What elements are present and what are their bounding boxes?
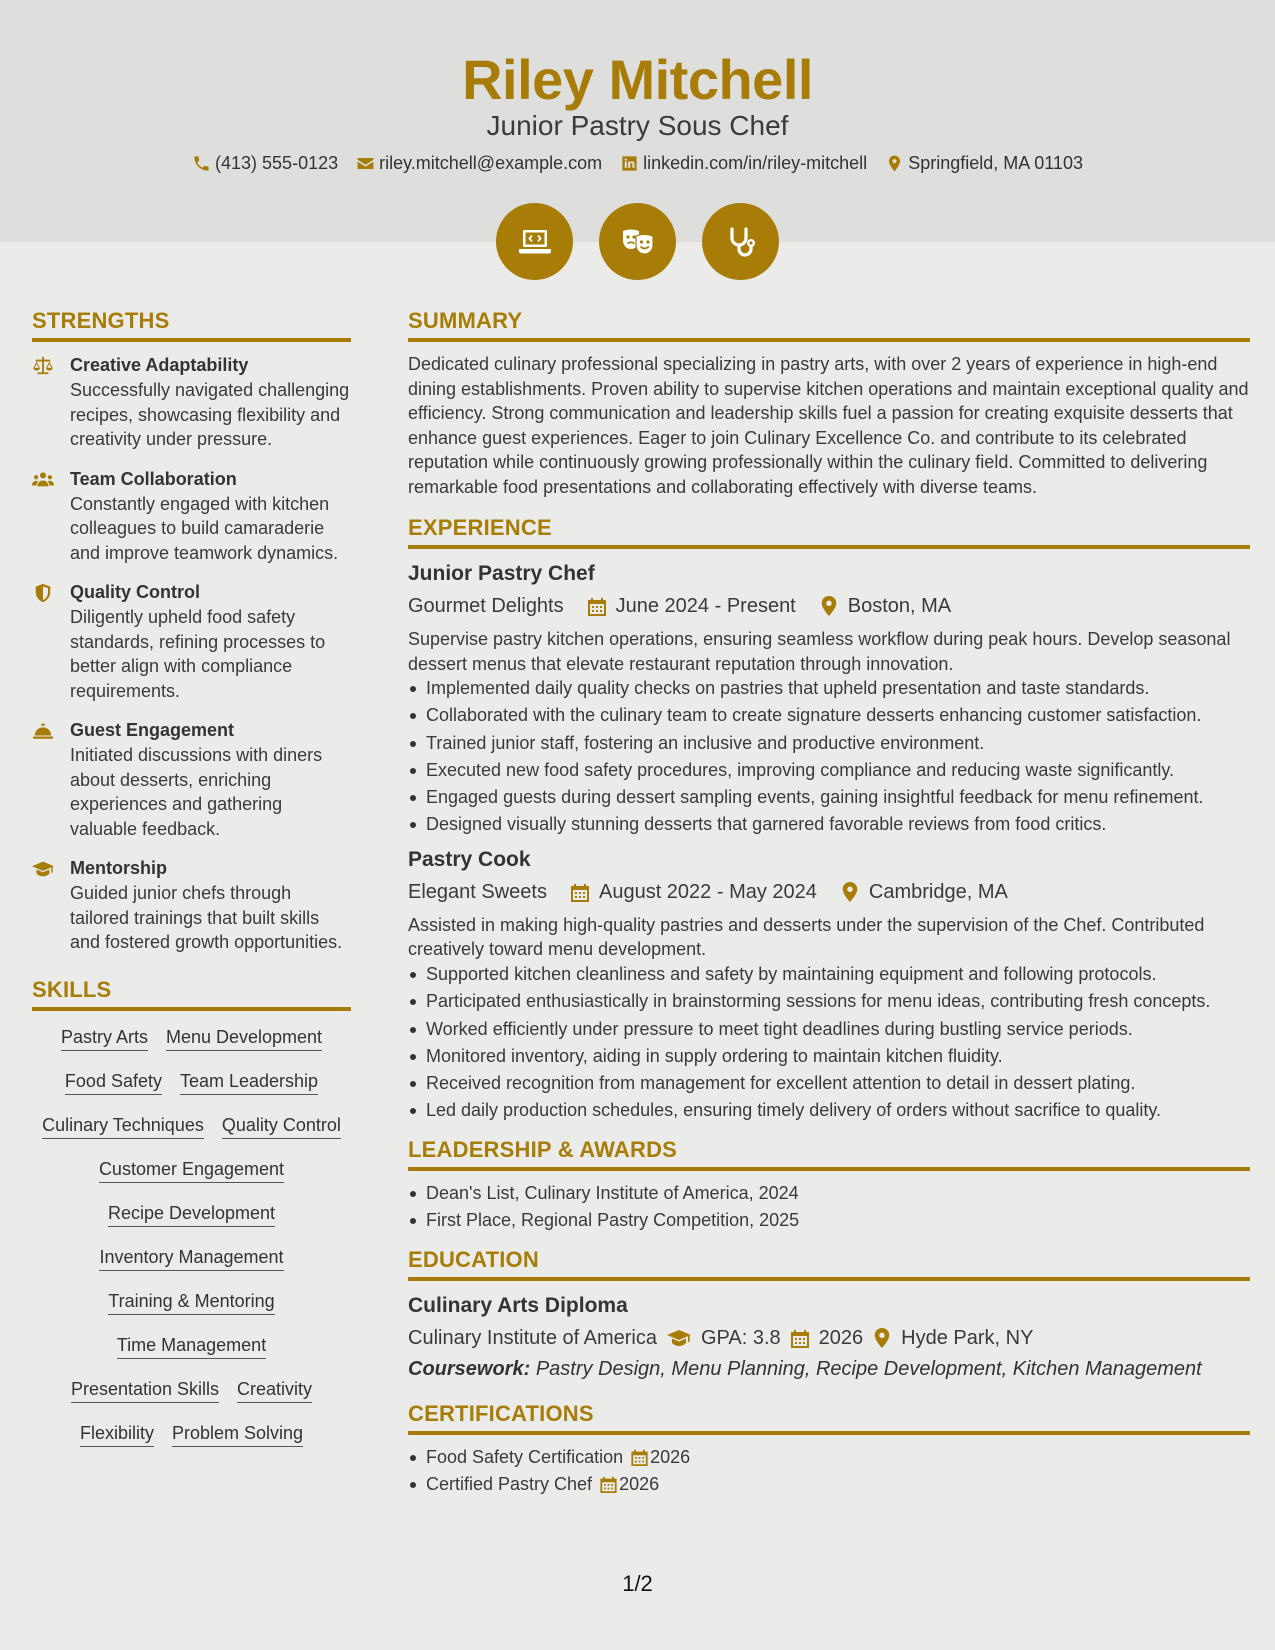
skill-tag: Culinary Techniques	[42, 1113, 204, 1139]
job-dates: June 2024 - Present	[615, 595, 796, 617]
job-company: Gourmet Delights	[408, 595, 564, 617]
job-title: Junior Pastry Chef	[408, 562, 595, 585]
list-item	[408, 1445, 1250, 1470]
users-icon	[32, 470, 54, 490]
contact-phone[interactable]	[192, 150, 338, 176]
school-name: Culinary Institute of America	[408, 1326, 657, 1349]
graduation-cap-icon	[32, 859, 54, 879]
skill-tag: Food Safety	[65, 1069, 162, 1095]
list-item: Monitored inventory, aiding in supply ordering to maintain kitchen fluidity.	[408, 1044, 1250, 1069]
shield-icon	[32, 583, 54, 603]
summary-text: Dedicated culinary professional specializing in pastry arts, with over 2 years of experience in high-end dining establishments. Proven ability to supervise kitchen operations and maintain exceptional quality and efficiency. Strong communication and leadership skills fuel a passion for creating exquisite desserts that enhance guest experiences. Eager to join Culinary Excellence Co. and contribute to its celebrated reputation while continuously growing professionally within the culinary field. Committed to delivering remarkable food presentations and collaborating effectively with diverse teams.	[408, 354, 1249, 497]
map-pin-icon	[885, 154, 904, 173]
candidate-name: Riley Mitchell	[462, 48, 813, 111]
strength-desc: Initiated discussions with diners about desserts, enriching experiences and gathering valuable feedback.	[70, 745, 323, 839]
contact-phone-text: (413) 555-0123	[215, 153, 339, 173]
concierge-bell-icon	[32, 721, 54, 741]
job-dates: August 2022 - May 2024	[598, 880, 817, 903]
strength-item	[32, 352, 351, 452]
strength-title: Team Collaboration	[70, 468, 237, 489]
degree-title: Culinary Arts Diploma	[408, 1293, 628, 1317]
contact-email[interactable]	[356, 150, 602, 176]
job-entry	[408, 845, 1250, 1123]
skills-heading: SKILLS	[32, 975, 351, 1011]
coursework-label: Coursework:	[408, 1357, 531, 1380]
graduation-cap-icon	[667, 1328, 691, 1348]
skill-tag: Customer Engagement	[99, 1157, 284, 1183]
job-meta	[408, 877, 1250, 907]
job-location: Cambridge, MA	[868, 880, 1008, 903]
calendar-icon	[600, 1475, 617, 1493]
awards-heading: LEADERSHIP & AWARDS	[408, 1135, 1250, 1171]
stethoscope-icon	[721, 222, 761, 262]
map-pin-icon	[820, 596, 838, 616]
skills-list	[32, 1021, 351, 1447]
list-item: Designed visually stunning desserts that garnered favorable reviews from food critics.	[408, 812, 1250, 837]
cert-name: Food Safety Certification	[426, 1446, 624, 1467]
contact-location-text: Springfield, MA 01103	[908, 153, 1083, 173]
list-item: Trained junior staff, fostering an inclusive and productive environment.	[408, 731, 1250, 756]
list-item: Led daily production schedules, ensuring timely delivery of orders without sacrifice to quality.	[408, 1098, 1250, 1123]
job-company: Elegant Sweets	[408, 880, 547, 903]
skill-tag: Menu Development	[166, 1025, 322, 1051]
skill-tag: Flexibility	[80, 1421, 154, 1447]
phone-icon	[192, 154, 211, 173]
strength-title: Mentorship	[70, 858, 167, 878]
list-item: Executed new food safety procedures, improving compliance and reducing waste significantly.	[408, 758, 1250, 783]
calendar-icon	[571, 882, 589, 902]
education-heading: EDUCATION	[408, 1245, 1250, 1281]
strength-title: Creative Adaptability	[70, 355, 249, 375]
contact-bar	[0, 150, 1275, 176]
skill-tag: Pastry Arts	[61, 1025, 148, 1051]
skill-tag: Team Leadership	[180, 1069, 318, 1095]
job-bullets	[408, 962, 1250, 1123]
strength-item	[32, 855, 351, 955]
strength-desc: Successfully navigated challenging recipes, showcasing flexibility and creativity under pressure.	[70, 380, 350, 449]
list-item: First Place, Regional Pastry Competition, 2025	[408, 1208, 1250, 1233]
strength-item	[32, 579, 351, 703]
cert-year: 2026	[619, 1474, 660, 1495]
badge-stethoscope	[702, 203, 779, 280]
list-item: Engaged guests during dessert sampling events, gaining insightful feedback for menu refinement.	[408, 785, 1250, 810]
skill-tag: Presentation Skills	[71, 1377, 219, 1403]
skill-tag: Recipe Development	[108, 1201, 275, 1227]
education-meta	[408, 1323, 1250, 1353]
laptop-code-icon	[515, 222, 555, 262]
strength-title: Quality Control	[70, 582, 200, 602]
skill-tag: Creativity	[237, 1377, 312, 1403]
summary-heading: SUMMARY	[408, 306, 1250, 342]
job-location: Boston, MA	[847, 595, 952, 617]
list-item: Supported kitchen cleanliness and safety by maintaining equipment and following protocols.	[408, 962, 1250, 987]
job-bullets	[408, 676, 1250, 837]
job-meta	[408, 591, 1250, 621]
certifications-list	[408, 1445, 1250, 1497]
contact-linkedin-text: linkedin.com/in/riley-mitchell	[643, 153, 868, 173]
calendar-icon	[631, 1448, 648, 1466]
icon-badges	[0, 203, 1275, 280]
calendar-icon	[791, 1328, 809, 1348]
map-pin-icon	[841, 882, 859, 902]
list-item: Participated enthusiastically in brainstorming sessions for menu ideas, contributing fresh concepts.	[408, 989, 1250, 1014]
linkedin-icon	[620, 154, 639, 173]
map-pin-icon	[873, 1328, 891, 1348]
balance-scale-icon	[32, 356, 54, 376]
list-item	[408, 1472, 1250, 1497]
contact-email-text: riley.mitchell@example.com	[379, 153, 603, 173]
list-item: Received recognition from management for excellent attention to detail in dessert plating.	[408, 1071, 1250, 1096]
list-item: Dean's List, Culinary Institute of America, 2024	[408, 1181, 1250, 1206]
strength-desc: Diligently upheld food safety standards, refining processes to better align with compliance requirements.	[70, 607, 326, 701]
gpa: GPA: 3.8	[701, 1326, 781, 1349]
left-column	[32, 306, 351, 1447]
graduation-year: 2026	[818, 1326, 864, 1349]
list-item: Collaborated with the culinary team to create signature desserts enhancing customer satisfaction.	[408, 703, 1250, 728]
skill-tag: Problem Solving	[172, 1421, 303, 1447]
skill-tag: Training & Mentoring	[108, 1289, 274, 1315]
envelope-icon	[356, 154, 375, 173]
cert-name: Certified Pastry Chef	[426, 1474, 593, 1495]
theater-masks-icon	[618, 222, 658, 262]
list-item: Implemented daily quality checks on pastries that upheld presentation and taste standards.	[408, 676, 1250, 701]
awards-list	[408, 1181, 1250, 1233]
list-item: Worked efficiently under pressure to meet tight deadlines during bustling service periods.	[408, 1017, 1250, 1042]
school-location: Hyde Park, NY	[901, 1326, 1034, 1349]
strength-desc: Guided junior chefs through tailored trainings that built skills and fostered growth opportunities.	[70, 883, 343, 952]
strength-desc: Constantly engaged with kitchen colleagues to build camaraderie and improve teamwork dynamics.	[70, 493, 339, 563]
strengths-heading: STRENGTHS	[32, 306, 351, 342]
experience-heading: EXPERIENCE	[408, 513, 1250, 549]
skill-tag: Inventory Management	[99, 1245, 283, 1271]
skill-tag: Time Management	[117, 1333, 266, 1359]
strength-item	[32, 717, 351, 841]
job-description: Supervise pastry kitchen operations, ensuring seamless workflow during peak hours. Develop seasonal dessert menus that elevate restaurant reputation through innovation.	[408, 629, 1231, 674]
contact-location	[885, 150, 1083, 176]
strength-item	[32, 466, 351, 566]
right-column	[408, 306, 1250, 1499]
candidate-title: Junior Pastry Sous Chef	[486, 110, 789, 141]
badge-laptop	[496, 203, 573, 280]
coursework	[408, 1355, 1250, 1383]
certifications-heading: CERTIFICATIONS	[408, 1399, 1250, 1435]
skill-tag: Quality Control	[222, 1113, 341, 1139]
calendar-icon	[588, 596, 606, 616]
job-entry	[408, 559, 1250, 837]
page-number: 1/2	[622, 1571, 653, 1596]
job-title: Pastry Cook	[408, 847, 531, 871]
contact-linkedin[interactable]	[620, 150, 867, 176]
coursework-text: Pastry Design, Menu Planning, Recipe Development, Kitchen Management	[535, 1357, 1202, 1380]
strength-title: Guest Engagement	[70, 720, 235, 740]
job-description: Assisted in making high-quality pastries and desserts under the supervision of the Chef. Contributed creatively toward menu development.	[408, 914, 1205, 960]
cert-year: 2026	[650, 1446, 691, 1467]
badge-masks	[599, 203, 676, 280]
